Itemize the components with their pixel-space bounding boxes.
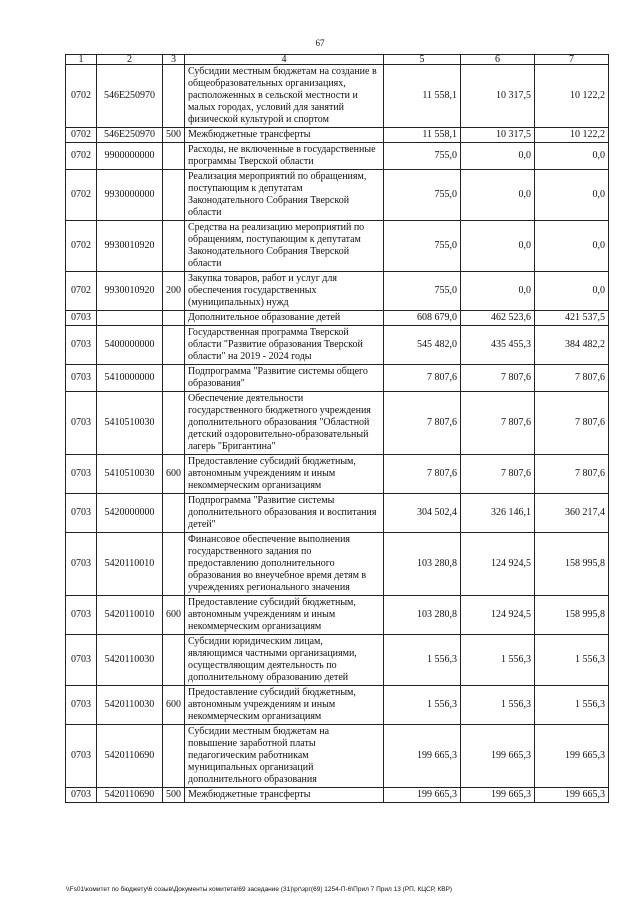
amount-col-7-cell: 360 217,4 <box>535 494 609 533</box>
amount-col-7-cell: 1 556,3 <box>535 635 609 686</box>
expense-type-code-cell <box>163 221 185 272</box>
description-cell: Финансовое обеспечение выполнения государственного задания по предоставлению дополнительного образования во внеучебное время детям в учреждениях регионального значения <box>185 533 384 596</box>
section-code-cell: 0702 <box>66 221 97 272</box>
description-cell: Средства на реализацию мероприятий по обращениям, поступающим к депутатам Законодательного Собрания Тверской области <box>185 221 384 272</box>
table-row <box>66 221 609 272</box>
amount-col-5-cell: 545 482,0 <box>384 326 461 365</box>
amount-col-7-cell: 7 807,6 <box>535 365 609 392</box>
amount-col-7-cell: 0,0 <box>535 221 609 272</box>
description-cell: Предоставление субсидий бюджетным, автономным учреждениям и иным некоммерческим организациям <box>185 596 384 635</box>
table-row <box>66 170 609 221</box>
target-article-code-cell: 5410510030 <box>97 392 163 455</box>
section-code-cell: 0702 <box>66 143 97 170</box>
amount-col-6-cell: 7 807,6 <box>461 455 535 494</box>
amount-col-7-cell: 158 995,8 <box>535 596 609 635</box>
description-cell: Подпрограмма "Развитие системы общего образования" <box>185 365 384 392</box>
amount-col-7-cell: 1 556,3 <box>535 686 609 725</box>
section-code-cell: 0703 <box>66 686 97 725</box>
expense-type-code-cell: 600 <box>163 596 185 635</box>
amount-col-6-cell: 1 556,3 <box>461 635 535 686</box>
table-row <box>66 392 609 455</box>
description-cell: Расходы, не включенные в государственные программы Тверской области <box>185 143 384 170</box>
amount-col-5-cell: 755,0 <box>384 221 461 272</box>
budget-table <box>65 54 609 803</box>
header-cell: 5 <box>384 55 461 65</box>
description-cell: Закупка товаров, работ и услуг для обеспечения государственных (муниципальных) нужд <box>185 272 384 311</box>
expense-type-code-cell: 600 <box>163 686 185 725</box>
target-article-code-cell: 546E250970 <box>97 65 163 128</box>
expense-type-code-cell <box>163 725 185 788</box>
section-code-cell: 0703 <box>66 725 97 788</box>
amount-col-5-cell: 199 665,3 <box>384 725 461 788</box>
header-cell: 3 <box>163 55 185 65</box>
amount-col-5-cell: 608 679,0 <box>384 311 461 326</box>
target-article-code-cell: 9900000000 <box>97 143 163 170</box>
amount-col-5-cell: 11 558,1 <box>384 128 461 143</box>
amount-col-5-cell: 755,0 <box>384 272 461 311</box>
section-code-cell: 0703 <box>66 494 97 533</box>
amount-col-7-cell: 10 122,2 <box>535 128 609 143</box>
section-code-cell: 0702 <box>66 272 97 311</box>
target-article-code-cell: 5420110030 <box>97 635 163 686</box>
amount-col-7-cell: 421 537,5 <box>535 311 609 326</box>
description-cell: Предоставление субсидий бюджетным, автономным учреждениям и иным некоммерческим организациям <box>185 686 384 725</box>
table-row <box>66 494 609 533</box>
target-article-code-cell: 5410000000 <box>97 365 163 392</box>
description-cell: Субсидии местным бюджетам на повышение заработной платы педагогическим работникам муниципальных организаций дополнительного образования <box>185 725 384 788</box>
description-cell: Реализация мероприятий по обращениям, поступающим к депутатам Законодательного Собрания Тверской области <box>185 170 384 221</box>
table-row <box>66 725 609 788</box>
table-row <box>66 65 609 128</box>
amount-col-6-cell: 10 317,5 <box>461 128 535 143</box>
table-row <box>66 635 609 686</box>
description-cell: Межбюджетные трансферты <box>185 788 384 803</box>
amount-col-6-cell: 199 665,3 <box>461 788 535 803</box>
amount-col-7-cell: 158 995,8 <box>535 533 609 596</box>
section-code-cell: 0703 <box>66 392 97 455</box>
amount-col-6-cell: 124 924,5 <box>461 596 535 635</box>
table-row <box>66 596 609 635</box>
section-code-cell: 0702 <box>66 128 97 143</box>
amount-col-5-cell: 103 280,8 <box>384 596 461 635</box>
table-row <box>66 533 609 596</box>
amount-col-6-cell: 199 665,3 <box>461 725 535 788</box>
table-row <box>66 455 609 494</box>
amount-col-5-cell: 1 556,3 <box>384 686 461 725</box>
amount-col-7-cell: 0,0 <box>535 143 609 170</box>
section-code-cell: 0703 <box>66 596 97 635</box>
amount-col-7-cell: 10 122,2 <box>535 65 609 128</box>
table-row <box>66 365 609 392</box>
amount-col-5-cell: 1 556,3 <box>384 635 461 686</box>
target-article-code-cell: 5420110010 <box>97 533 163 596</box>
section-code-cell: 0702 <box>66 170 97 221</box>
expense-type-code-cell <box>163 65 185 128</box>
amount-col-7-cell: 7 807,6 <box>535 392 609 455</box>
amount-col-6-cell: 0,0 <box>461 221 535 272</box>
amount-col-6-cell: 462 523,6 <box>461 311 535 326</box>
expense-type-code-cell: 500 <box>163 788 185 803</box>
table-row <box>66 788 609 803</box>
target-article-code-cell: 5410510030 <box>97 455 163 494</box>
amount-col-5-cell: 755,0 <box>384 143 461 170</box>
amount-col-6-cell: 0,0 <box>461 143 535 170</box>
amount-col-5-cell: 199 665,3 <box>384 788 461 803</box>
expense-type-code-cell <box>163 326 185 365</box>
header-cell: 1 <box>66 55 97 65</box>
section-code-cell: 0703 <box>66 326 97 365</box>
target-article-code-cell: 5420110030 <box>97 686 163 725</box>
description-cell: Подпрограмма "Развитие системы дополнительного образования и воспитания детей" <box>185 494 384 533</box>
section-code-cell: 0703 <box>66 788 97 803</box>
expense-type-code-cell <box>163 392 185 455</box>
expense-type-code-cell: 500 <box>163 128 185 143</box>
expense-type-code-cell: 600 <box>163 455 185 494</box>
description-cell: Государственная программа Тверской области "Развитие образования Тверской области" на 2019 - 2024 годы <box>185 326 384 365</box>
target-article-code-cell: 9930000000 <box>97 170 163 221</box>
amount-col-6-cell: 10 317,5 <box>461 65 535 128</box>
expense-type-code-cell <box>163 494 185 533</box>
amount-col-6-cell: 124 924,5 <box>461 533 535 596</box>
expense-type-code-cell <box>163 143 185 170</box>
target-article-code-cell: 5400000000 <box>97 326 163 365</box>
amount-col-5-cell: 755,0 <box>384 170 461 221</box>
amount-col-5-cell: 7 807,6 <box>384 455 461 494</box>
amount-col-7-cell: 7 807,6 <box>535 455 609 494</box>
expense-type-code-cell <box>163 635 185 686</box>
target-article-code-cell: 9930010920 <box>97 272 163 311</box>
amount-col-5-cell: 7 807,6 <box>384 365 461 392</box>
header-row <box>66 55 609 65</box>
header-cell: 4 <box>185 55 384 65</box>
section-code-cell: 0703 <box>66 455 97 494</box>
expense-type-code-cell <box>163 365 185 392</box>
target-article-code-cell: 546E250970 <box>97 128 163 143</box>
amount-col-6-cell: 0,0 <box>461 272 535 311</box>
expense-type-code-cell <box>163 533 185 596</box>
amount-col-7-cell: 0,0 <box>535 272 609 311</box>
amount-col-7-cell: 199 665,3 <box>535 788 609 803</box>
description-cell: Субсидии местным бюджетам на создание в общеобразовательных организациях, расположенных в сельской местности и малых городах, условий для занятий физической культурой и спортом <box>185 65 384 128</box>
expense-type-code-cell <box>163 311 185 326</box>
section-code-cell: 0703 <box>66 635 97 686</box>
amount-col-5-cell: 103 280,8 <box>384 533 461 596</box>
amount-col-6-cell: 7 807,6 <box>461 392 535 455</box>
table-row <box>66 128 609 143</box>
amount-col-7-cell: 0,0 <box>535 170 609 221</box>
target-article-code-cell: 5420110690 <box>97 788 163 803</box>
header-cell: 6 <box>461 55 535 65</box>
amount-col-6-cell: 7 807,6 <box>461 365 535 392</box>
table-row <box>66 326 609 365</box>
table-body <box>66 65 609 803</box>
description-cell: Дополнительное образование детей <box>185 311 384 326</box>
expense-type-code-cell <box>163 170 185 221</box>
description-cell: Межбюджетные трансферты <box>185 128 384 143</box>
header-cell: 7 <box>535 55 609 65</box>
amount-col-7-cell: 384 482,2 <box>535 326 609 365</box>
table-header <box>66 55 609 65</box>
target-article-code-cell: 5420110690 <box>97 725 163 788</box>
footer-file-path: \\Fs01\комитет по бюджету\6 созыв\Документы комитета\69 заседание (31)\рг\зрг(69) 1254-П-6\Прил 7 Прил 13 (РП, КЦСР, КВР) <box>66 886 453 893</box>
amount-col-6-cell: 0,0 <box>461 170 535 221</box>
description-cell: Обеспечение деятельности государственного бюджетного учреждения дополнительного образования "Областной детский оздоровительно-образовательный лагерь "Бригантина" <box>185 392 384 455</box>
description-cell: Предоставление субсидий бюджетным, автономным учреждениям и иным некоммерческим организациям <box>185 455 384 494</box>
amount-col-7-cell: 199 665,3 <box>535 725 609 788</box>
section-code-cell: 0703 <box>66 533 97 596</box>
section-code-cell: 0702 <box>66 65 97 128</box>
expense-type-code-cell: 200 <box>163 272 185 311</box>
amount-col-5-cell: 7 807,6 <box>384 392 461 455</box>
amount-col-5-cell: 304 502,4 <box>384 494 461 533</box>
target-article-code-cell: 5420110010 <box>97 596 163 635</box>
section-code-cell: 0703 <box>66 311 97 326</box>
header-cell: 2 <box>97 55 163 65</box>
amount-col-6-cell: 435 455,3 <box>461 326 535 365</box>
target-article-code-cell <box>97 311 163 326</box>
table-row <box>66 686 609 725</box>
table-row <box>66 143 609 170</box>
target-article-code-cell: 9930010920 <box>97 221 163 272</box>
section-code-cell: 0703 <box>66 365 97 392</box>
target-article-code-cell: 5420000000 <box>97 494 163 533</box>
page-number: 67 <box>315 38 325 48</box>
table-row <box>66 311 609 326</box>
description-cell: Субсидии юридическим лицам, являющимся частными организациями, осуществляющим деятельность по дополнительному образованию детей <box>185 635 384 686</box>
amount-col-6-cell: 326 146,1 <box>461 494 535 533</box>
amount-col-6-cell: 1 556,3 <box>461 686 535 725</box>
amount-col-5-cell: 11 558,1 <box>384 65 461 128</box>
table-row <box>66 272 609 311</box>
